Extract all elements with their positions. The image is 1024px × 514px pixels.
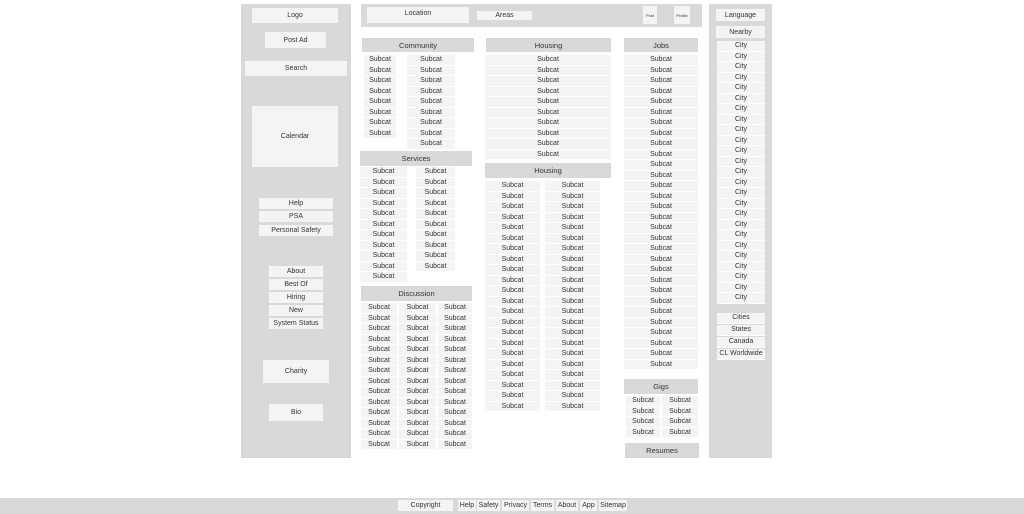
city-link[interactable]: City bbox=[717, 52, 765, 63]
subcat-link[interactable]: Subcat bbox=[407, 139, 455, 150]
subcat-link[interactable]: Subcat bbox=[364, 129, 396, 140]
subcat-link[interactable]: Subcat bbox=[545, 297, 600, 308]
city-link[interactable]: City bbox=[717, 167, 765, 178]
community-col1 bbox=[364, 55, 396, 139]
gigs-header[interactable]: Gigs bbox=[624, 379, 698, 394]
subcat-link[interactable]: Subcat bbox=[407, 87, 455, 98]
city-link[interactable]: City bbox=[717, 199, 765, 210]
housing2-col2 bbox=[545, 181, 600, 412]
subcat-link[interactable]: Subcat bbox=[485, 150, 611, 161]
subcat-link[interactable]: Subcat bbox=[360, 199, 407, 210]
subcat-link[interactable]: Subcat bbox=[360, 262, 407, 273]
city-link[interactable]: CL Worldwide bbox=[717, 349, 765, 360]
subcat-link[interactable]: Subcat bbox=[624, 276, 698, 287]
housing-col1 bbox=[485, 55, 611, 160]
city-link[interactable]: City bbox=[717, 293, 765, 304]
city-link[interactable]: City bbox=[717, 272, 765, 283]
subcat-link[interactable]: Subcat bbox=[545, 192, 600, 203]
subcat-link[interactable]: Subcat bbox=[624, 192, 698, 203]
subcat-link[interactable]: Subcat bbox=[361, 377, 397, 388]
subcat-link[interactable]: Subcat bbox=[624, 244, 698, 255]
charity[interactable]: Charity bbox=[263, 360, 329, 383]
subcat-link[interactable]: Subcat bbox=[624, 307, 698, 318]
subcat-link[interactable]: Subcat bbox=[545, 349, 600, 360]
subcat-link[interactable]: Subcat bbox=[626, 396, 660, 407]
subcat-link[interactable]: Subcat bbox=[545, 181, 600, 192]
community-header[interactable]: Community bbox=[362, 38, 474, 52]
discussion-col3 bbox=[438, 303, 472, 450]
city-list bbox=[717, 41, 765, 304]
subcat-link[interactable]: Subcat bbox=[361, 314, 397, 325]
subcat-link[interactable]: Subcat bbox=[624, 265, 698, 276]
post-ad-button[interactable]: Post Ad bbox=[265, 32, 326, 48]
footer-sitemap[interactable]: Sitemap bbox=[600, 502, 626, 509]
subcat-link[interactable]: Subcat bbox=[485, 381, 540, 392]
subcat-link[interactable]: Subcat bbox=[407, 66, 455, 77]
subcat-link[interactable]: Subcat bbox=[624, 349, 698, 360]
city-link[interactable]: City bbox=[717, 262, 765, 273]
subcat-link[interactable]: Subcat bbox=[485, 307, 540, 318]
subcat-link[interactable]: Subcat bbox=[364, 108, 396, 119]
subcat-link[interactable]: Subcat bbox=[361, 387, 397, 398]
calendar[interactable]: Calendar bbox=[252, 106, 338, 167]
city-link[interactable]: City bbox=[717, 188, 765, 199]
subcat-link[interactable]: Subcat bbox=[624, 108, 698, 119]
city-link[interactable]: City bbox=[717, 230, 765, 241]
subcat-link[interactable]: Subcat bbox=[485, 66, 611, 77]
subcat-link[interactable]: Subcat bbox=[407, 97, 455, 108]
subcat-link[interactable]: Subcat bbox=[662, 407, 698, 418]
new-link[interactable]: New bbox=[269, 305, 323, 316]
subcat-link[interactable]: Subcat bbox=[416, 188, 455, 199]
about-link[interactable]: About bbox=[269, 266, 323, 277]
subcat-link[interactable]: Subcat bbox=[399, 387, 436, 398]
search-input[interactable]: Search bbox=[245, 61, 347, 76]
subcat-link[interactable]: Subcat bbox=[416, 209, 455, 220]
subcat-link[interactable]: Subcat bbox=[361, 408, 397, 419]
language-selector[interactable]: Language bbox=[716, 9, 765, 21]
city-link[interactable]: States bbox=[717, 325, 765, 336]
subcat-link[interactable]: Subcat bbox=[360, 251, 407, 262]
subcat-link[interactable]: Subcat bbox=[438, 345, 472, 356]
subcat-link[interactable]: Subcat bbox=[545, 286, 600, 297]
subcat-link[interactable]: Subcat bbox=[624, 139, 698, 150]
city-link[interactable]: City bbox=[717, 220, 765, 231]
subcat-link[interactable]: Subcat bbox=[438, 429, 472, 440]
subcat-link[interactable]: Subcat bbox=[364, 55, 396, 66]
subcat-link[interactable]: Subcat bbox=[416, 241, 455, 252]
subcat-link[interactable]: Subcat bbox=[438, 398, 472, 409]
profile-button[interactable]: Profile bbox=[674, 6, 690, 24]
subcat-link[interactable]: Subcat bbox=[361, 419, 397, 430]
jobs-col1 bbox=[624, 55, 698, 370]
city-link[interactable]: City bbox=[717, 115, 765, 126]
subcat-link[interactable]: Subcat bbox=[485, 297, 540, 308]
city-link[interactable]: Cities bbox=[717, 313, 765, 324]
subcat-link[interactable]: Subcat bbox=[485, 87, 611, 98]
subcat-link[interactable]: Subcat bbox=[361, 440, 397, 451]
subcat-link[interactable]: Subcat bbox=[624, 318, 698, 329]
personal-safety-link[interactable]: Personal Safety bbox=[259, 225, 333, 236]
areas-selector[interactable]: Areas bbox=[477, 11, 532, 20]
subcat-link[interactable]: Subcat bbox=[545, 339, 600, 350]
subcat-link[interactable]: Subcat bbox=[624, 181, 698, 192]
housing-header[interactable]: Housing bbox=[486, 38, 611, 52]
city-link[interactable]: City bbox=[717, 209, 765, 220]
city-link[interactable]: City bbox=[717, 178, 765, 189]
subcat-link[interactable]: Subcat bbox=[545, 223, 600, 234]
footer-app[interactable]: App bbox=[580, 500, 597, 511]
region-links bbox=[717, 313, 765, 360]
subcat-link[interactable]: Subcat bbox=[545, 360, 600, 371]
city-link[interactable]: City bbox=[717, 146, 765, 157]
subcat-link[interactable]: Subcat bbox=[624, 118, 698, 129]
subcat-link[interactable]: Subcat bbox=[624, 339, 698, 350]
subcat-link[interactable]: Subcat bbox=[416, 251, 455, 262]
subcat-link[interactable]: Subcat bbox=[624, 255, 698, 266]
subcat-link[interactable]: Subcat bbox=[399, 398, 436, 409]
subcat-link[interactable]: Subcat bbox=[361, 366, 397, 377]
subcat-link[interactable]: Subcat bbox=[360, 272, 407, 283]
city-link[interactable]: City bbox=[717, 41, 765, 52]
subcat-link[interactable]: Subcat bbox=[407, 129, 455, 140]
subcat-link[interactable]: Subcat bbox=[416, 167, 455, 178]
subcat-link[interactable]: Subcat bbox=[545, 328, 600, 339]
subcat-link[interactable]: Subcat bbox=[624, 160, 698, 171]
subcat-link[interactable]: Subcat bbox=[361, 335, 397, 346]
city-link[interactable]: City bbox=[717, 104, 765, 115]
subcat-link[interactable]: Subcat bbox=[438, 335, 472, 346]
subcat-link[interactable]: Subcat bbox=[399, 408, 436, 419]
subcat-link[interactable]: Subcat bbox=[485, 286, 540, 297]
subcat-link[interactable]: Subcat bbox=[485, 192, 540, 203]
subcat-link[interactable]: Subcat bbox=[545, 202, 600, 213]
subcat-link[interactable]: Subcat bbox=[485, 202, 540, 213]
subcat-link[interactable]: Subcat bbox=[407, 118, 455, 129]
discussion-col1 bbox=[361, 303, 397, 450]
post-button[interactable]: Post bbox=[643, 6, 657, 24]
city-link[interactable]: City bbox=[717, 241, 765, 252]
subcat-link[interactable]: Subcat bbox=[485, 276, 540, 287]
housing2-header[interactable]: Housing bbox=[485, 163, 611, 178]
subcat-link[interactable]: Subcat bbox=[624, 360, 698, 371]
subcat-link[interactable]: Subcat bbox=[364, 66, 396, 77]
city-link[interactable]: City bbox=[717, 283, 765, 294]
city-link[interactable]: Canada bbox=[717, 337, 765, 348]
gigs-col1 bbox=[626, 396, 660, 438]
subcat-link[interactable]: Subcat bbox=[545, 255, 600, 266]
subcat-link[interactable]: Subcat bbox=[360, 230, 407, 241]
subcat-link[interactable]: Subcat bbox=[438, 408, 472, 419]
footer-privacy[interactable]: Privacy bbox=[502, 500, 529, 511]
subcat-link[interactable]: Subcat bbox=[545, 318, 600, 329]
subcat-link[interactable]: Subcat bbox=[364, 97, 396, 108]
subcat-link[interactable]: Subcat bbox=[545, 307, 600, 318]
subcat-link[interactable]: Subcat bbox=[545, 402, 600, 413]
subcat-link[interactable]: Subcat bbox=[545, 265, 600, 276]
subcat-link[interactable]: Subcat bbox=[438, 356, 472, 367]
system-status-link[interactable]: System Status bbox=[269, 318, 323, 329]
subcat-link[interactable]: Subcat bbox=[545, 244, 600, 255]
city-link[interactable]: City bbox=[717, 94, 765, 105]
subcat-link[interactable]: Subcat bbox=[662, 428, 698, 439]
city-link[interactable]: City bbox=[717, 73, 765, 84]
services-col2 bbox=[416, 167, 455, 272]
subcat-link[interactable]: Subcat bbox=[399, 303, 436, 314]
subcat-link[interactable]: Subcat bbox=[485, 255, 540, 266]
city-link[interactable]: City bbox=[717, 62, 765, 73]
subcat-link[interactable]: Subcat bbox=[438, 366, 472, 377]
subcat-link[interactable]: Subcat bbox=[485, 55, 611, 66]
location-selector[interactable]: Location bbox=[367, 7, 469, 23]
subcat-link[interactable]: Subcat bbox=[624, 76, 698, 87]
subcat-link[interactable]: Subcat bbox=[360, 220, 407, 231]
subcat-link[interactable]: Subcat bbox=[399, 345, 436, 356]
subcat-link[interactable]: Subcat bbox=[624, 97, 698, 108]
subcat-link[interactable]: Subcat bbox=[364, 118, 396, 129]
subcat-link[interactable]: Subcat bbox=[360, 167, 407, 178]
subcat-link[interactable]: Subcat bbox=[399, 377, 436, 388]
subcat-link[interactable]: Subcat bbox=[626, 407, 660, 418]
city-link[interactable]: City bbox=[717, 136, 765, 147]
subcat-link[interactable]: Subcat bbox=[364, 87, 396, 98]
services-col1 bbox=[360, 167, 407, 283]
subcat-link[interactable]: Subcat bbox=[485, 223, 540, 234]
subcat-link[interactable]: Subcat bbox=[624, 129, 698, 140]
subcat-link[interactable]: Subcat bbox=[545, 276, 600, 287]
subcat-link[interactable]: Subcat bbox=[624, 66, 698, 77]
logo[interactable]: Logo bbox=[252, 8, 338, 23]
subcat-link[interactable]: Subcat bbox=[485, 339, 540, 350]
subcat-link[interactable]: Subcat bbox=[626, 428, 660, 439]
city-link[interactable]: City bbox=[717, 157, 765, 168]
subcat-link[interactable]: Subcat bbox=[438, 377, 472, 388]
subcat-link[interactable]: Subcat bbox=[360, 209, 407, 220]
community-col2 bbox=[407, 55, 455, 150]
subcat-link[interactable]: Subcat bbox=[624, 87, 698, 98]
best-of-link[interactable]: Best Of bbox=[269, 279, 323, 290]
subcat-link[interactable]: Subcat bbox=[416, 178, 455, 189]
psa-link[interactable]: PSA bbox=[259, 211, 333, 222]
subcat-link[interactable]: Subcat bbox=[624, 286, 698, 297]
subcat-link[interactable]: Subcat bbox=[545, 391, 600, 402]
subcat-link[interactable]: Subcat bbox=[545, 234, 600, 245]
subcat-link[interactable]: Subcat bbox=[624, 55, 698, 66]
subcat-link[interactable]: Subcat bbox=[545, 213, 600, 224]
subcat-link[interactable]: Subcat bbox=[361, 324, 397, 335]
subcat-link[interactable]: Subcat bbox=[438, 303, 472, 314]
footer-about[interactable]: About bbox=[557, 502, 577, 509]
nearby-header: Nearby bbox=[716, 26, 765, 38]
subcat-link[interactable]: Subcat bbox=[545, 370, 600, 381]
subcat-link[interactable]: Subcat bbox=[485, 76, 611, 87]
subcat-link[interactable]: Subcat bbox=[485, 349, 540, 360]
subcat-link[interactable]: Subcat bbox=[624, 150, 698, 161]
subcat-link[interactable]: Subcat bbox=[485, 265, 540, 276]
footer-help[interactable]: Help bbox=[459, 502, 475, 509]
city-link[interactable]: City bbox=[717, 251, 765, 262]
subcat-link[interactable]: Subcat bbox=[624, 202, 698, 213]
discussion-header[interactable]: Discussion bbox=[361, 286, 472, 301]
footer-terms[interactable]: Terms bbox=[532, 502, 553, 509]
subcat-link[interactable]: Subcat bbox=[407, 55, 455, 66]
city-link[interactable]: City bbox=[717, 83, 765, 94]
help-link[interactable]: Help bbox=[259, 198, 333, 209]
subcat-link[interactable]: Subcat bbox=[485, 244, 540, 255]
subcat-link[interactable]: Subcat bbox=[624, 297, 698, 308]
subcat-link[interactable]: Subcat bbox=[624, 234, 698, 245]
subcat-link[interactable]: Subcat bbox=[624, 328, 698, 339]
subcat-link[interactable]: Subcat bbox=[407, 76, 455, 87]
subcat-link[interactable]: Subcat bbox=[399, 419, 436, 430]
subcat-link[interactable]: Subcat bbox=[361, 429, 397, 440]
subcat-link[interactable]: Subcat bbox=[407, 108, 455, 119]
subcat-link[interactable]: Subcat bbox=[438, 387, 472, 398]
subcat-link[interactable]: Subcat bbox=[399, 429, 436, 440]
housing2-col1 bbox=[485, 181, 540, 412]
subcat-link[interactable]: Subcat bbox=[364, 76, 396, 87]
resumes-header[interactable]: Resumes bbox=[625, 443, 699, 458]
subcat-link[interactable]: Subcat bbox=[662, 417, 698, 428]
subcat-link[interactable]: Subcat bbox=[416, 230, 455, 241]
subcat-link[interactable]: Subcat bbox=[485, 181, 540, 192]
subcat-link[interactable]: Subcat bbox=[485, 234, 540, 245]
subcat-link[interactable]: Subcat bbox=[360, 241, 407, 252]
subcat-link[interactable]: Subcat bbox=[485, 360, 540, 371]
subcat-link[interactable]: Subcat bbox=[485, 391, 540, 402]
subcat-link[interactable]: Subcat bbox=[360, 178, 407, 189]
subcat-link[interactable]: Subcat bbox=[485, 129, 611, 140]
copyright: Copyright bbox=[398, 500, 453, 511]
subcat-link[interactable]: Subcat bbox=[399, 335, 436, 346]
subcat-link[interactable]: Subcat bbox=[485, 328, 540, 339]
subcat-link[interactable]: Subcat bbox=[624, 171, 698, 182]
subcat-link[interactable]: Subcat bbox=[485, 97, 611, 108]
bio[interactable]: Bio bbox=[269, 404, 323, 421]
jobs-header[interactable]: Jobs bbox=[624, 38, 698, 52]
subcat-link[interactable]: Subcat bbox=[416, 199, 455, 210]
subcat-link[interactable]: Subcat bbox=[485, 318, 540, 329]
gigs-col2 bbox=[662, 396, 698, 438]
subcat-link[interactable]: Subcat bbox=[485, 139, 611, 150]
city-link[interactable]: City bbox=[717, 125, 765, 136]
subcat-link[interactable]: Subcat bbox=[438, 324, 472, 335]
subcat-link[interactable]: Subcat bbox=[438, 419, 472, 430]
subcat-link[interactable]: Subcat bbox=[624, 213, 698, 224]
subcat-link[interactable]: Subcat bbox=[485, 213, 540, 224]
discussion-col2 bbox=[399, 303, 436, 450]
subcat-link[interactable]: Subcat bbox=[438, 440, 472, 451]
subcat-link[interactable]: Subcat bbox=[485, 370, 540, 381]
subcat-link[interactable]: Subcat bbox=[545, 381, 600, 392]
subcat-link[interactable]: Subcat bbox=[416, 220, 455, 231]
footer-safety[interactable]: Safety bbox=[478, 502, 499, 509]
subcat-link[interactable]: Subcat bbox=[485, 118, 611, 129]
subcat-link[interactable]: Subcat bbox=[399, 324, 436, 335]
hiring-link[interactable]: Hiring bbox=[269, 292, 323, 303]
subcat-link[interactable]: Subcat bbox=[399, 440, 436, 451]
subcat-link[interactable]: Subcat bbox=[485, 402, 540, 413]
subcat-link[interactable]: Subcat bbox=[626, 417, 660, 428]
subcat-link[interactable]: Subcat bbox=[360, 188, 407, 199]
subcat-link[interactable]: Subcat bbox=[399, 314, 436, 325]
subcat-link[interactable]: Subcat bbox=[485, 108, 611, 119]
subcat-link[interactable]: Subcat bbox=[416, 262, 455, 273]
subcat-link[interactable]: Subcat bbox=[624, 223, 698, 234]
subcat-link[interactable]: Subcat bbox=[438, 314, 472, 325]
subcat-link[interactable]: Subcat bbox=[399, 366, 436, 377]
subcat-link[interactable]: Subcat bbox=[361, 303, 397, 314]
subcat-link[interactable]: Subcat bbox=[361, 398, 397, 409]
services-header[interactable]: Services bbox=[360, 151, 472, 166]
subcat-link[interactable]: Subcat bbox=[361, 356, 397, 367]
subcat-link[interactable]: Subcat bbox=[662, 396, 698, 407]
subcat-link[interactable]: Subcat bbox=[361, 345, 397, 356]
subcat-link[interactable]: Subcat bbox=[399, 356, 436, 367]
